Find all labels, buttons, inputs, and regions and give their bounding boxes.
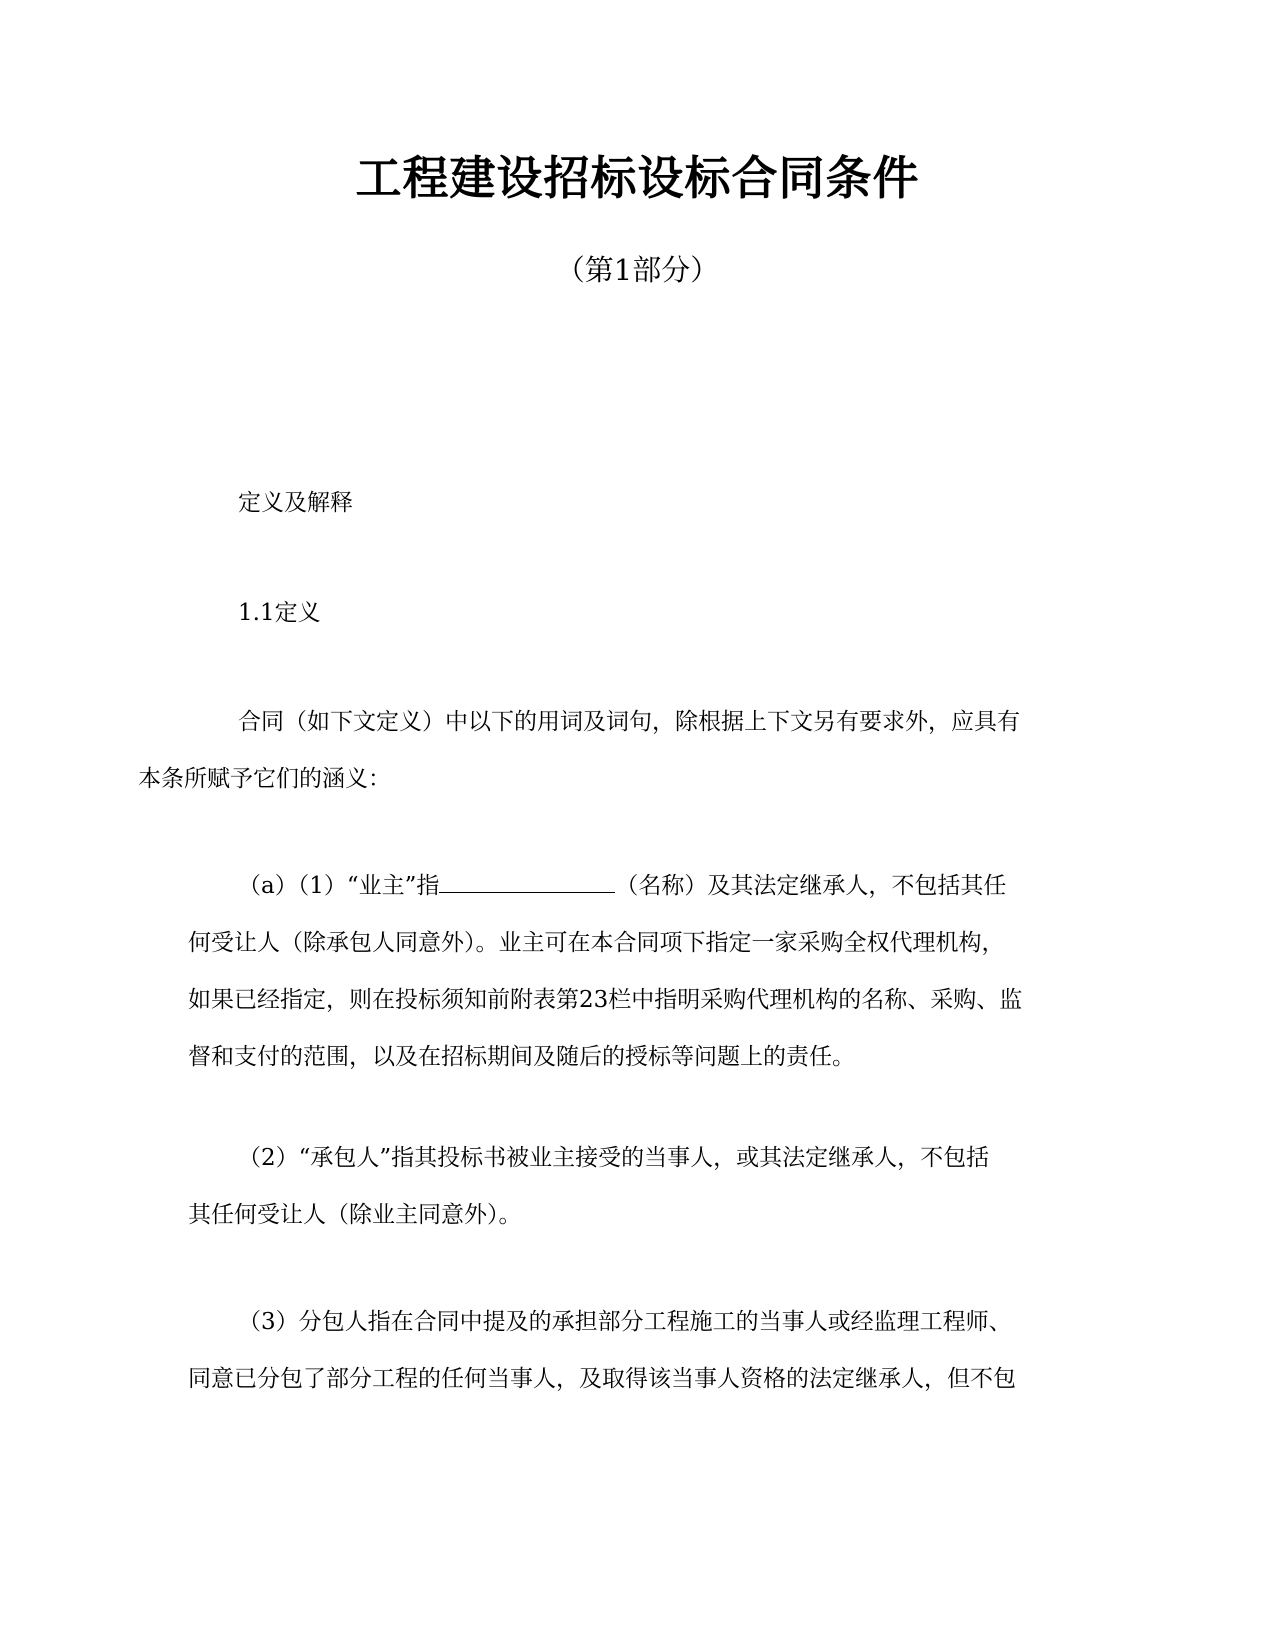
- section-heading: [188, 475, 1088, 532]
- section-heading-text: 定义及解释: [238, 490, 353, 516]
- paragraph-line: 本条所赋予它们的涵义：: [138, 766, 391, 792]
- paragraph-line: 督和支付的范围，以及在招标期间及随后的授标等问题上的责任。: [188, 1044, 855, 1070]
- subsection-heading: [188, 585, 1088, 642]
- paragraph-line: （2）“承包人”指其投标书被业主接受的当事人，或其法定继承人，不包括: [238, 1145, 990, 1171]
- paragraph-a1: [188, 858, 1088, 1086]
- subsection-heading-text: 1.1定义: [238, 600, 321, 626]
- paragraph-intro: [138, 694, 1088, 808]
- paragraph-line: [188, 858, 1088, 915]
- paragraph-a2: [188, 1130, 1088, 1244]
- document-title: 工程建设招标设标合同条件: [355, 151, 920, 205]
- paragraph-text: （名称）及其法定继承人，不包括其任: [615, 873, 1007, 899]
- paragraph-line: 同意已分包了部分工程的任何当事人，及取得该当事人资格的法定继承人，但不包: [188, 1366, 1016, 1392]
- paragraph-line: 如果已经指定，则在投标须知前附表第23栏中指明采购代理机构的名称、采购、监: [188, 987, 1023, 1013]
- paragraph-line: （3）分包人指在合同中提及的承担部分工程施工的当事人或经监理工程师、: [238, 1309, 1012, 1335]
- paragraph-line: 其任何受让人（除业主同意外）。: [188, 1202, 522, 1228]
- fill-in-blank: [439, 870, 615, 893]
- paragraph-a3: [188, 1294, 1088, 1408]
- paragraph-line: 何受让人（除承包人同意外）。业主可在本合同项下指定一家采购全权代理机构，: [188, 930, 1005, 956]
- document-subtitle: （第1部分）: [555, 253, 720, 287]
- paragraph-line: 合同（如下文定义）中以下的用词及词句，除根据上下文另有要求外，应具有: [238, 709, 1020, 735]
- paragraph-text: （a）（1）“业主”指: [238, 873, 440, 899]
